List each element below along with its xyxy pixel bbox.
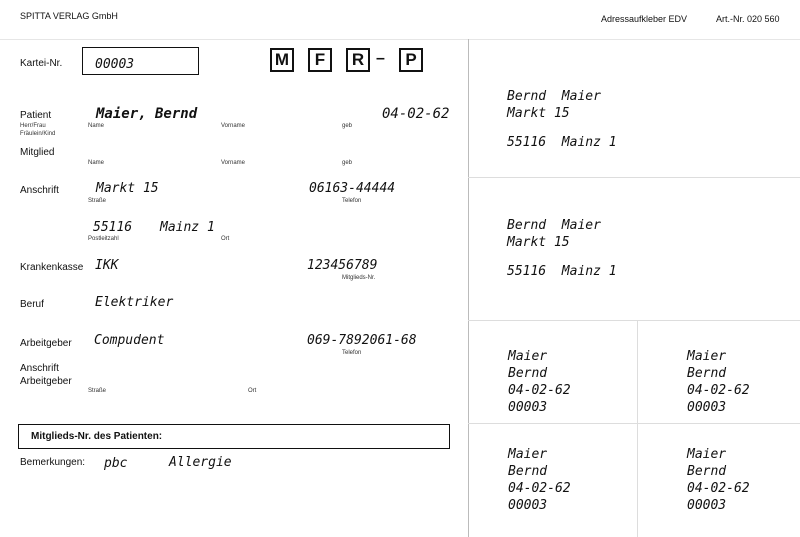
geb-sub: geb [342, 123, 353, 129]
anschrift-arbeitgeber-label-2: Arbeitgeber [20, 376, 72, 387]
mitglied-label: Mitglied [20, 147, 55, 158]
large-label-2-line-2: Markt 15 [507, 235, 570, 250]
letter-dash: – [376, 50, 385, 67]
small-label-4-line-1: Maier [687, 447, 727, 462]
arbeitgeber-phone-value: 069-7892061-68 [307, 333, 417, 348]
small-label-3-line-2: Bernd [508, 464, 548, 479]
small-label-1 [508, 348, 571, 416]
bemerkungen-value-1: pbc [104, 456, 128, 471]
small-label-2-line-3: 04-02-62 [687, 383, 750, 398]
mitglied-name-sub: Name [88, 160, 105, 166]
publisher-name: SPITTA VERLAG GmbH [20, 11, 118, 21]
small-label-3-line-3: 04-02-62 [508, 481, 571, 496]
letter-box-r: R [346, 48, 370, 72]
anschrift-arbeitgeber-label-1: Anschrift [20, 363, 59, 374]
ort-sub: Ort [221, 236, 230, 242]
bemerkungen-value-2: Allergie [169, 455, 232, 470]
telefon-sub: Telefon [342, 198, 362, 204]
plz-sub: Postleitzahl [88, 236, 119, 242]
member-number-value: 123456789 [307, 258, 378, 273]
kartei-value: 00003 [95, 57, 135, 72]
beruf-value: Elektriker [95, 295, 174, 310]
large-label-2 [507, 218, 617, 279]
large-label-1-line-2: Markt 15 [507, 106, 570, 121]
label-sheet-divider [468, 39, 469, 537]
large-label-1 [507, 89, 617, 150]
small-label-1-line-4: 00003 [508, 400, 548, 415]
small-label-3-line-4: 00003 [508, 498, 548, 513]
small-label-3 [508, 446, 571, 514]
small-label-4-line-4: 00003 [687, 498, 727, 513]
small-label-2-line-4: 00003 [687, 400, 727, 415]
street-value: Markt 15 [96, 181, 159, 196]
small-label-1-line-3: 04-02-62 [508, 383, 571, 398]
patient-label: Patient [20, 110, 52, 121]
letter-box-p: P [399, 48, 423, 72]
mitglied-vorname-sub: Vorname [221, 160, 246, 166]
beruf-label: Beruf [20, 299, 44, 310]
strasse-sub: Straße [88, 198, 107, 204]
small-label-4 [687, 446, 750, 514]
small-label-3-line-1: Maier [508, 447, 548, 462]
small-label-1-line-2: Bernd [508, 366, 548, 381]
vorname-sub: Vorname [221, 123, 246, 129]
label-divider-3 [468, 423, 800, 424]
large-label-1-line-3: 55116 Mainz 1 [507, 135, 617, 150]
small-label-2-line-2: Bernd [687, 366, 727, 381]
ag-ort-sub: Ort [248, 388, 257, 394]
large-label-2-line-1: Bernd Maier [507, 218, 601, 233]
kartei-field[interactable] [82, 47, 199, 75]
patient-birth-value: 04-02-62 [382, 106, 450, 122]
letter-box-m: M [270, 48, 294, 72]
small-label-4-line-2: Bernd [687, 464, 727, 479]
plz-value: 55116 [93, 220, 133, 235]
small-label-2-line-1: Maier [687, 349, 727, 364]
anschrift-label: Anschrift [20, 185, 59, 196]
patient-member-number-field[interactable] [18, 424, 450, 449]
ag-strasse-sub: Straße [88, 388, 107, 394]
patient-name-value: Maier, Bernd [96, 106, 198, 122]
patient-member-number-label: Mitglieds-Nr. des Patienten: [31, 431, 163, 442]
small-label-2 [687, 348, 750, 416]
large-label-2-line-3: 55116 Mainz 1 [507, 264, 617, 279]
ort-value: Mainz 1 [160, 220, 215, 235]
small-label-1-line-1: Maier [508, 349, 548, 364]
name-sub: Name [88, 123, 105, 129]
arbeitgeber-label: Arbeitgeber [20, 338, 72, 349]
member-number-sub: Mitglieds-Nr. [342, 275, 376, 281]
label-divider-vertical [637, 320, 638, 537]
arbeitgeber-telefon-sub: Telefon [342, 350, 362, 356]
krankenkasse-value: IKK [95, 258, 119, 273]
bemerkungen-label: Bemerkungen: [20, 457, 86, 468]
small-label-4-line-3: 04-02-62 [687, 481, 750, 496]
label-divider-1 [468, 177, 800, 178]
header-divider [0, 39, 800, 40]
large-label-1-line-1: Bernd Maier [507, 89, 601, 104]
patient-sub-label: Herr/Frau Fräulein/Kind [20, 123, 56, 137]
product-name: Adressaufkleber EDV [601, 14, 688, 24]
phone-value: 06163-44444 [309, 181, 396, 196]
letter-box-f: F [308, 48, 332, 72]
kartei-label: Kartei-Nr. [20, 58, 63, 69]
arbeitgeber-value: Compudent [94, 333, 165, 348]
label-divider-2 [468, 320, 800, 321]
mitglied-geb-sub: geb [342, 160, 353, 166]
krankenkasse-label: Krankenkasse [20, 262, 84, 273]
article-number: Art.-Nr. 020 560 [716, 14, 780, 24]
